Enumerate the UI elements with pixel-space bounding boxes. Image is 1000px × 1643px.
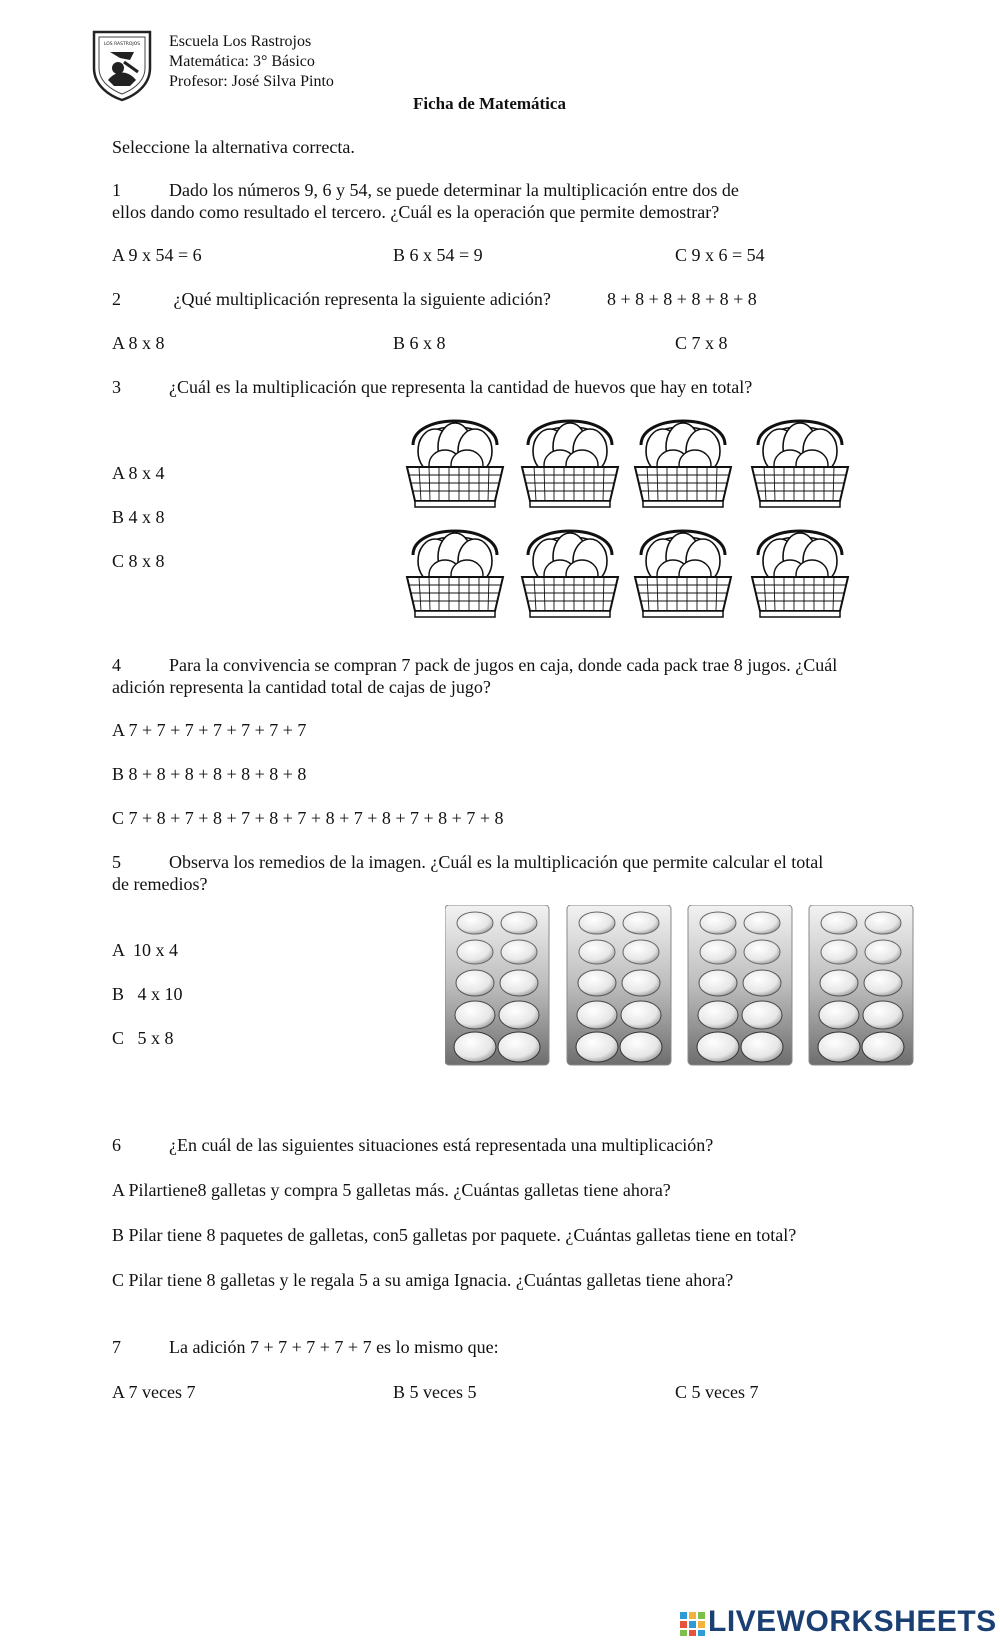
page-title: Ficha de Matemática	[413, 94, 566, 113]
q1-text-line1: Dado los números 9, 6 y 54, se puede determinar la multiplicación entre dos de	[169, 180, 739, 200]
school-logo	[90, 28, 154, 102]
subject-line: Matemática: 3° Básico	[169, 53, 315, 70]
q6-option-b[interactable]: B Pilar tiene 8 paquetes de galletas, con5 galletas por paquete. ¿Cuántas galletas tiene en total?	[112, 1225, 797, 1245]
q3-text: ¿Cuál es la multiplicación que representa la cantidad de huevos que hay en total?	[169, 377, 753, 397]
q1-text-line2: ellos dando como resultado el tercero. ¿Cuál es la operación que permite demostrar?	[112, 202, 720, 222]
q5-option-c[interactable]: C 5 x 8	[112, 1028, 174, 1048]
q4-option-a[interactable]: A 7 + 7 + 7 + 7 + 7 + 7 + 7	[112, 720, 307, 740]
q2-expression: 8 + 8 + 8 + 8 + 8 + 8	[607, 289, 757, 309]
q3-number: 3	[112, 377, 121, 397]
q2-option-b[interactable]: B 6 x 8	[393, 333, 446, 353]
q2-text: ¿Qué multiplicación representa la siguiente adición?	[169, 289, 551, 309]
q4-text-line1: Para la convivencia se compran 7 pack de jugos en caja, donde cada pack trae 8 jugos. ¿Cuál	[169, 655, 838, 675]
instruction: Seleccione la alternativa correcta.	[112, 137, 355, 157]
q7-option-b[interactable]: B 5 veces 5	[393, 1382, 477, 1402]
q2-option-a[interactable]: A 8 x 8	[112, 333, 165, 353]
pill-blisters-image	[445, 905, 915, 1070]
q4-option-b[interactable]: B 8 + 8 + 8 + 8 + 8 + 8 + 8	[112, 764, 307, 784]
q6-option-c[interactable]: C Pilar tiene 8 galletas y le regala 5 a su amiga Ignacia. ¿Cuántas galletas tiene ahora?	[112, 1270, 734, 1290]
q1-option-a[interactable]: A 9 x 54 = 6	[112, 245, 202, 265]
q2-option-c[interactable]: C 7 x 8	[675, 333, 728, 353]
q5-text-line2: de remedios?	[112, 874, 208, 894]
q6-number: 6	[112, 1135, 121, 1155]
q1-option-b[interactable]: B 6 x 54 = 9	[393, 245, 483, 265]
q6-option-a[interactable]: A Pilartiene8 galletas y compra 5 galletas más. ¿Cuántas galletas tiene ahora?	[112, 1180, 671, 1200]
q5-option-b[interactable]: B 4 x 10	[112, 984, 183, 1004]
q7-number: 7	[112, 1337, 121, 1357]
q3-option-b[interactable]: B 4 x 8	[112, 507, 165, 527]
q5-number: 5	[112, 852, 121, 872]
q1-number: 1	[112, 180, 121, 200]
q6-text: ¿En cuál de las siguientes situaciones está representada una multiplicación?	[169, 1135, 714, 1155]
q3-option-a[interactable]: A 8 x 4	[112, 463, 165, 483]
q3-option-c[interactable]: C 8 x 8	[112, 551, 165, 571]
logo-text: LOS RASTROJOS	[103, 42, 141, 47]
q4-number: 4	[112, 655, 121, 675]
watermark-text: LIVEWORKSHEETS	[708, 1605, 997, 1638]
q2-number: 2	[112, 289, 121, 309]
q4-text-line2: adición representa la cantidad total de cajas de jugo?	[112, 677, 491, 697]
school-name: Escuela Los Rastrojos	[169, 33, 312, 50]
q1-option-c[interactable]: C 9 x 6 = 54	[675, 245, 765, 265]
q7-option-a[interactable]: A 7 veces 7	[112, 1382, 196, 1402]
egg-baskets-image	[405, 415, 865, 635]
q5-option-a[interactable]: A 10 x 4	[112, 940, 179, 960]
q4-option-c[interactable]: C 7 + 8 + 7 + 8 + 7 + 8 + 7 + 8 + 7 + 8 + 7 + 8 + 7 + 8	[112, 808, 504, 828]
q7-text: La adición 7 + 7 + 7 + 7 + 7 es lo mismo que:	[169, 1337, 499, 1357]
teacher-line: Profesor: José Silva Pinto	[169, 73, 334, 90]
q7-option-c[interactable]: C 5 veces 7	[675, 1382, 759, 1402]
liveworksheets-logo-icon	[680, 1612, 706, 1636]
q5-text-line1: Observa los remedios de la imagen. ¿Cuál es la multiplicación que permite calcular el total	[169, 852, 824, 872]
